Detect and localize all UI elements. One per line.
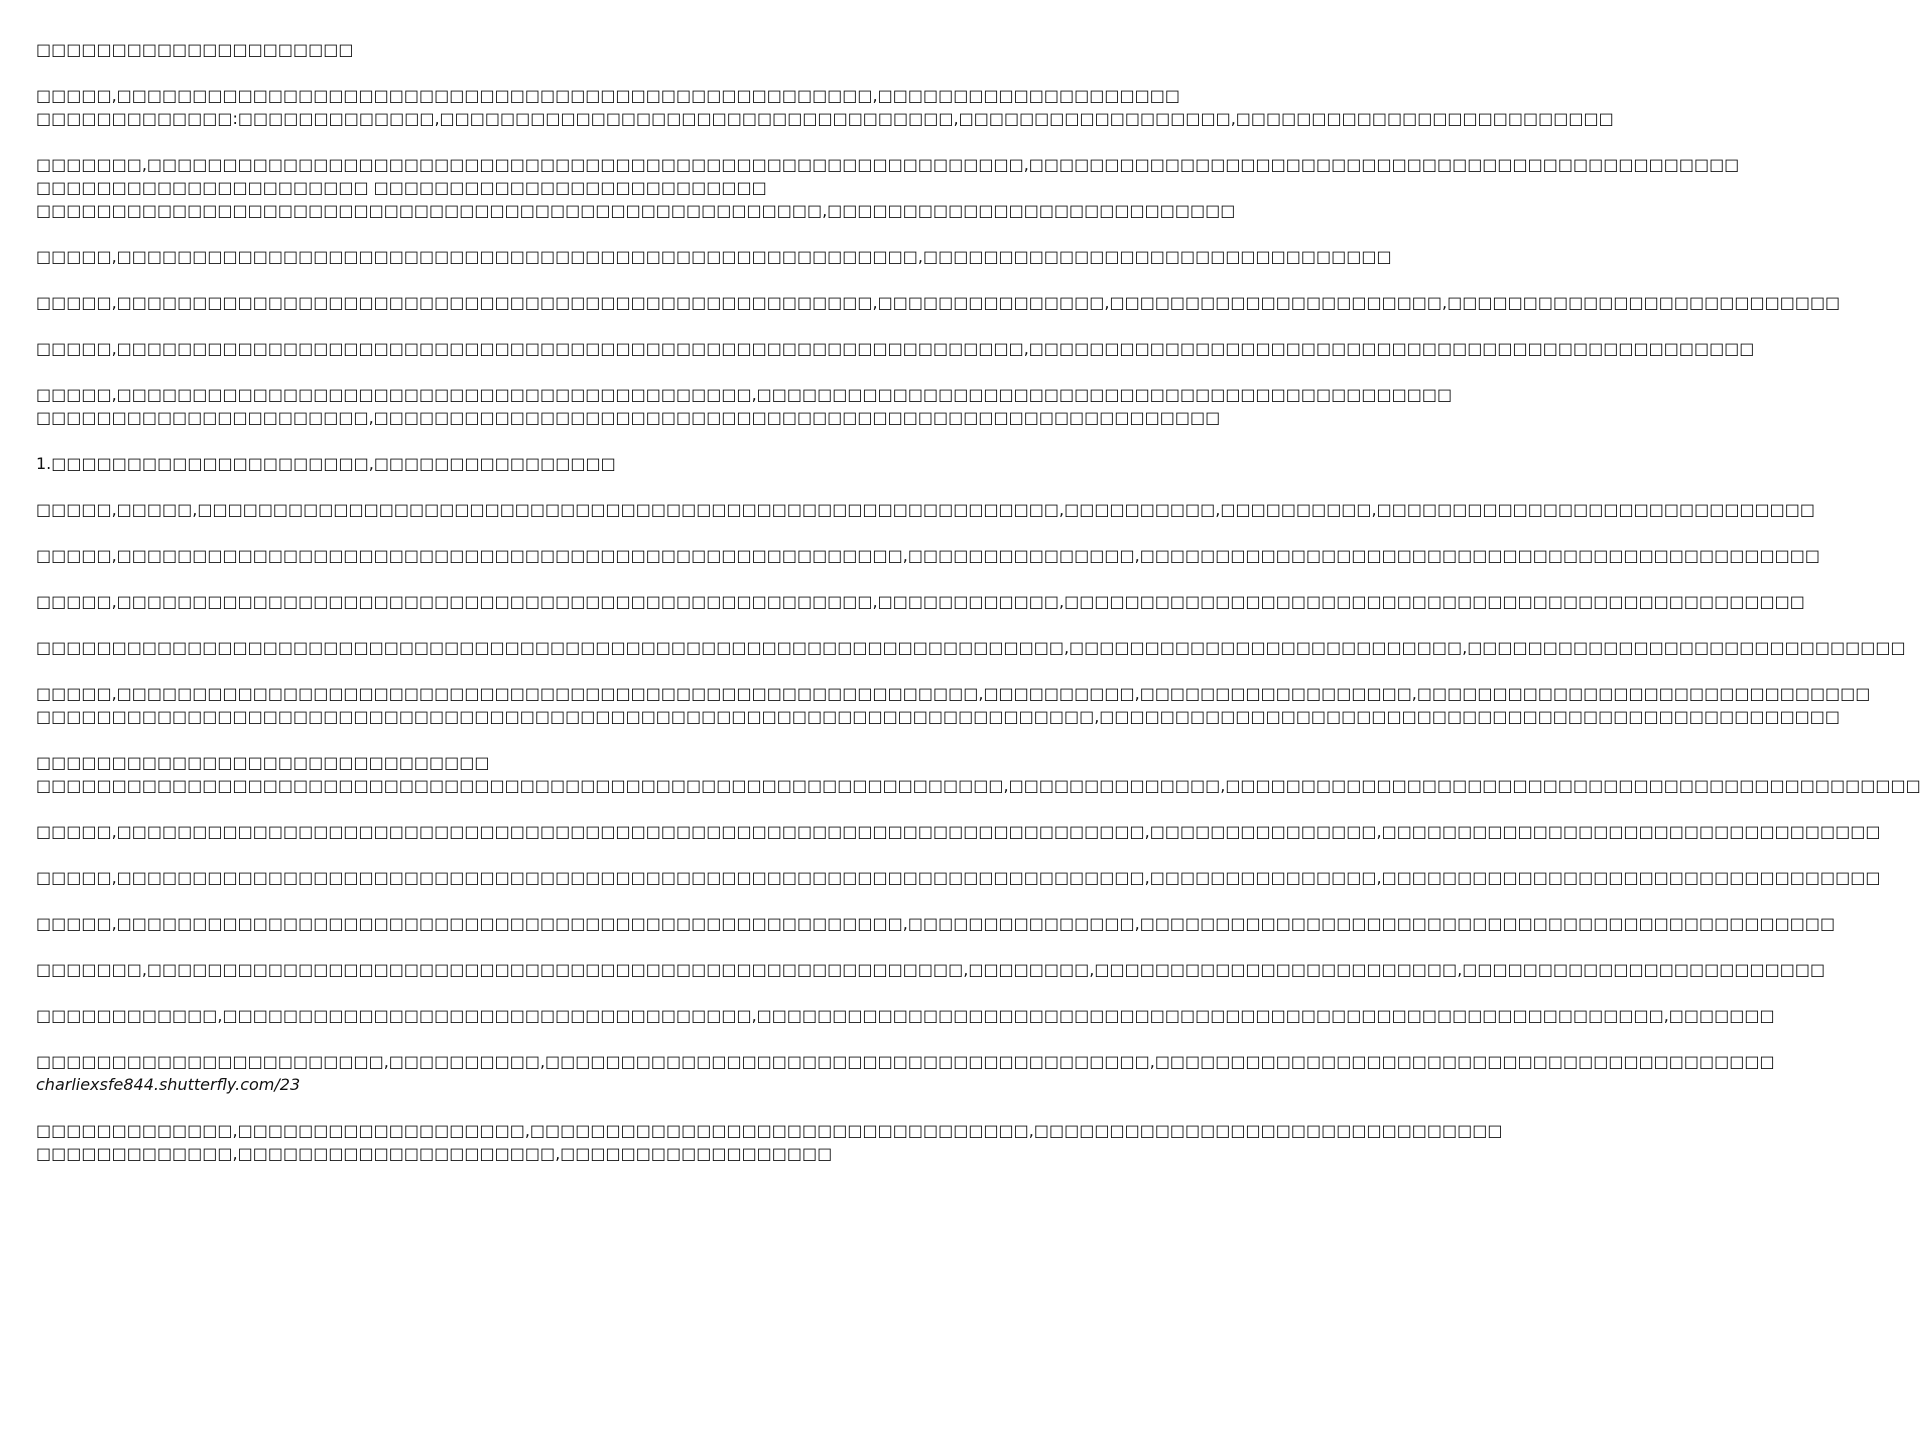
text-line: □□□□□□□,□□□□□□□□□□□□□□□□□□□□□□□□□□□□□□□□□□□□□□□□□□□□□□□□□□□□□□□□□□,□□□□□□□□□□□□□□□□□□□□□□□□□□□□□□□□□□□□□□□□□□□□□□□ [36, 155, 1740, 174]
text-line: □□□□□□□□□□□□□□□□□□□□□ [36, 40, 354, 59]
paragraph [36, 452, 990, 475]
text-line: □□□□□□□□□□□□□□□□□□□□□□ □□□□□□□□□□□□□□□□□□□□□□□□□□ [36, 178, 767, 197]
text-line: □□□□□□□,□□□□□□□□□□□□□□□□□□□□□□□□□□□□□□□□□□□□□□□□□□□□□□□□□□□□□□,□□□□□□□□,□□□□□□□□□□□□□□□□□□□□□□□□,□□□□□□□□□□□□□□□□□□□□□□□□ [36, 960, 1826, 979]
paragraph [36, 1050, 1775, 1096]
paragraph [36, 153, 1740, 222]
paragraph [36, 866, 1881, 889]
paragraph [36, 1004, 1775, 1027]
text-line: □□□□□□□□□□□□□□□□□□□□□□□□□□□□□□□□□□□□□□□□□□□□□□□□□□□□□□□□□□□□□□□□,□□□□□□□□□□□□□□,□□□□□□□□□□□□□□□□□□□□□□□□□□□□□□□□□□□□□□□□□□□□□□ [36, 776, 1921, 795]
text-line: □□□□□□□□□□□□□,□□□□□□□□□□□□□□□□□□□,□□□□□□□□□□□□□□□□□□□□□□□□□□□□□□□□□,□□□□□□□□□□□□□□□□□□□□□□□□□□□□□□□ [36, 1121, 1503, 1140]
text-line: □□□□□□□□□□□□□□□□□□□□□□□□□□□□□□□□□□□□□□□□□□□□□□□□□□□□□□□□□□□□□□□□□□□□□□,□□□□□□□□□□□□□□□□□□□□□□□□□□□□□□□□□□□□□□□□□□□□□□□□□ [36, 707, 1841, 726]
text-line: □□□□□□□□□□□□□□□□□□□□□□□,□□□□□□□□□□,□□□□□□□□□□□□□□□□□□□□□□□□□□□□□□□□□□□□□□□□,□□□□□□□□□□□□□□□□□□□□□□□□□□□□□□□□□□□□□□□□□ [36, 1052, 1775, 1071]
text-line: □□□□□□□□□□□□□□□□□□□□□□,□□□□□□□□□□□□□□□□□□□□□□□□□□□□□□□□□□□□□□□□□□□□□□□□□□□□□□□□ [36, 408, 1221, 427]
paragraph [36, 751, 1921, 797]
paragraph [36, 337, 1755, 360]
paragraph-list [36, 38, 1921, 1096]
paragraph [36, 590, 1805, 613]
text-line: □□□□□,□□□□□□□□□□□□□□□□□□□□□□□□□□□□□□□□□□□□□□□□□□□□□□□□□□□□□□□□□□□□,□□□□□□□□□□□□□□□□□□□□□□□□□□□□□□□□□□□□□□□□□□□□□□□□ [36, 339, 1755, 358]
text-line: □□□□□□□□□□□□□:□□□□□□□□□□□□□,□□□□□□□□□□□□□□□□□□□□□□□□□□□□□□□□□□,□□□□□□□□□□□□□□□□□□,□□□□□□□□□□□□□□□□□□□□□□□□□ [36, 109, 1614, 128]
text-line: □□□□□,□□□□□□□□□□□□□□□□□□□□□□□□□□□□□□□□□□□□□□□□□□□□□□□□□□□□□□□□□,□□□□□□□□□□,□□□□□□□□□□□□□□□□□□,□□□□□□□□□□□□□□□□□□□□□□□□□□□□□□ [36, 684, 1871, 703]
text-line: □□□□□□□□□□□□□□□□□□□□□□□□□□□□□□ [36, 753, 490, 772]
paragraph [36, 820, 1881, 843]
text-line: □□□□□,□□□□□□□□□□□□□□□□□□□□□□□□□□□□□□□□□□□□□□□□□□□□□□□□□□,□□□□□□□□□□□□□□□,□□□□□□□□□□□□□□□□□□□□□□,□□□□□□□□□□□□□□□□□□□□□□□□□□ [36, 293, 1841, 312]
text-line: □□□□□,□□□□□□□□□□□□□□□□□□□□□□□□□□□□□□□□□□□□□□□□□□,□□□□□□□□□□□□□□□□□□□□□□□□□□□□□□□□□□□□□□□□□□□□□□ [36, 385, 1453, 404]
paragraph [36, 958, 1826, 981]
text-line: □□□□□,□□□□□□□□□□□□□□□□□□□□□□□□□□□□□□□□□□□□□□□□□□□□□□□□□□,□□□□□□□□□□□□□□□□□□□□ [36, 86, 1180, 105]
document-body [36, 38, 1921, 1188]
paragraph [36, 912, 1836, 935]
paragraph [36, 38, 990, 61]
text-line: □□□□□,□□□□□□□□□□□□□□□□□□□□□□□□□□□□□□□□□□□□□□□□□□□□□□□□□□□□□□□□□□□□□□□□□□□□,□□□□□□□□□□□□□□□,□□□□□□□□□□□□□□□□□□□□□□□□□□□□□□□□□ [36, 868, 1881, 887]
paragraph [36, 84, 1614, 130]
paragraph [36, 636, 1906, 659]
paragraph [36, 498, 1816, 521]
paragraph [36, 245, 1392, 268]
paragraph [36, 682, 1871, 728]
text-line: □□□□□,□□□□□□□□□□□□□□□□□□□□□□□□□□□□□□□□□□□□□□□□□□□□□□□□□□□□□□□□□□□□□□□□□□□□,□□□□□□□□□□□□□□□,□□□□□□□□□□□□□□□□□□□□□□□□□□□□□□□□□ [36, 822, 1881, 841]
text-line: □□□□□,□□□□□□□□□□□□□□□□□□□□□□□□□□□□□□□□□□□□□□□□□□□□□□□□□□,□□□□□□□□□□□□,□□□□□□□□□□□□□□□□□□□□□□□□□□□□□□□□□□□□□□□□□□□□□□□□□ [36, 592, 1805, 611]
paragraph [36, 291, 1841, 314]
paragraph [36, 544, 1820, 567]
text-line: □□□□□,□□□□□□□□□□□□□□□□□□□□□□□□□□□□□□□□□□□□□□□□□□□□□□□□□□□□,□□□□□□□□□□□□□□□,□□□□□□□□□□□□□□□□□□□□□□□□□□□□□□□□□□□□□□□□□□□□□ [36, 546, 1820, 565]
text-line: □□□□□,□□□□□□□□□□□□□□□□□□□□□□□□□□□□□□□□□□□□□□□□□□□□□□□□□□□□□,□□□□□□□□□□□□□□□□□□□□□□□□□□□□□□□ [36, 247, 1392, 266]
text-line: □□□□□□□□□□□□,□□□□□□□□□□□□□□□□□□□□□□□□□□□□□□□□□□□,□□□□□□□□□□□□□□□□□□□□□□□□□□□□□□□□□□□□□□□□□□□□□□□□□□□□□□□□□□□□,□□□□□□□ [36, 1006, 1775, 1025]
text-line: □□□□□□□□□□□□□,□□□□□□□□□□□□□□□□□□□□□,□□□□□□□□□□□□□□□□□□ [36, 1144, 833, 1163]
text-line: □□□□□,□□□□□□□□□□□□□□□□□□□□□□□□□□□□□□□□□□□□□□□□□□□□□□□□□□□□,□□□□□□□□□□□□□□□,□□□□□□□□□□□□□□□□□□□□□□□□□□□□□□□□□□□□□□□□□□□□□□ [36, 914, 1836, 933]
source-link[interactable]: charliexsfe844.shutterfly.com/23 [36, 1075, 301, 1094]
paragraph [36, 383, 1453, 429]
text-line: □□□□□□□□□□□□□□□□□□□□□□□□□□□□□□□□□□□□□□□□□□□□□□□□□□□□□□□□□□□□□□□□□□□□,□□□□□□□□□□□□□□□□□□□□□□□□□□,□□□□□□□□□□□□□□□□□□□□□□□□□□□□□ [36, 638, 1906, 657]
text-line: □□□□□,□□□□□,□□□□□□□□□□□□□□□□□□□□□□□□□□□□□□□□□□□□□□□□□□□□□□□□□□□□□□□□□,□□□□□□□□□□,□□□□□□□□□□,□□□□□□□□□□□□□□□□□□□□□□□□□□□□□ [36, 500, 1816, 519]
text-line: □□□□□□□□□□□□□□□□□□□□□□□□□□□□□□□□□□□□□□□□□□□□□□□□□□□□,□□□□□□□□□□□□□□□□□□□□□□□□□□□ [36, 201, 1236, 220]
text-line: 1.□□□□□□□□□□□□□□□□□□□□□,□□□□□□□□□□□□□□□□ [36, 454, 616, 473]
paragraph-final [36, 1119, 1503, 1165]
